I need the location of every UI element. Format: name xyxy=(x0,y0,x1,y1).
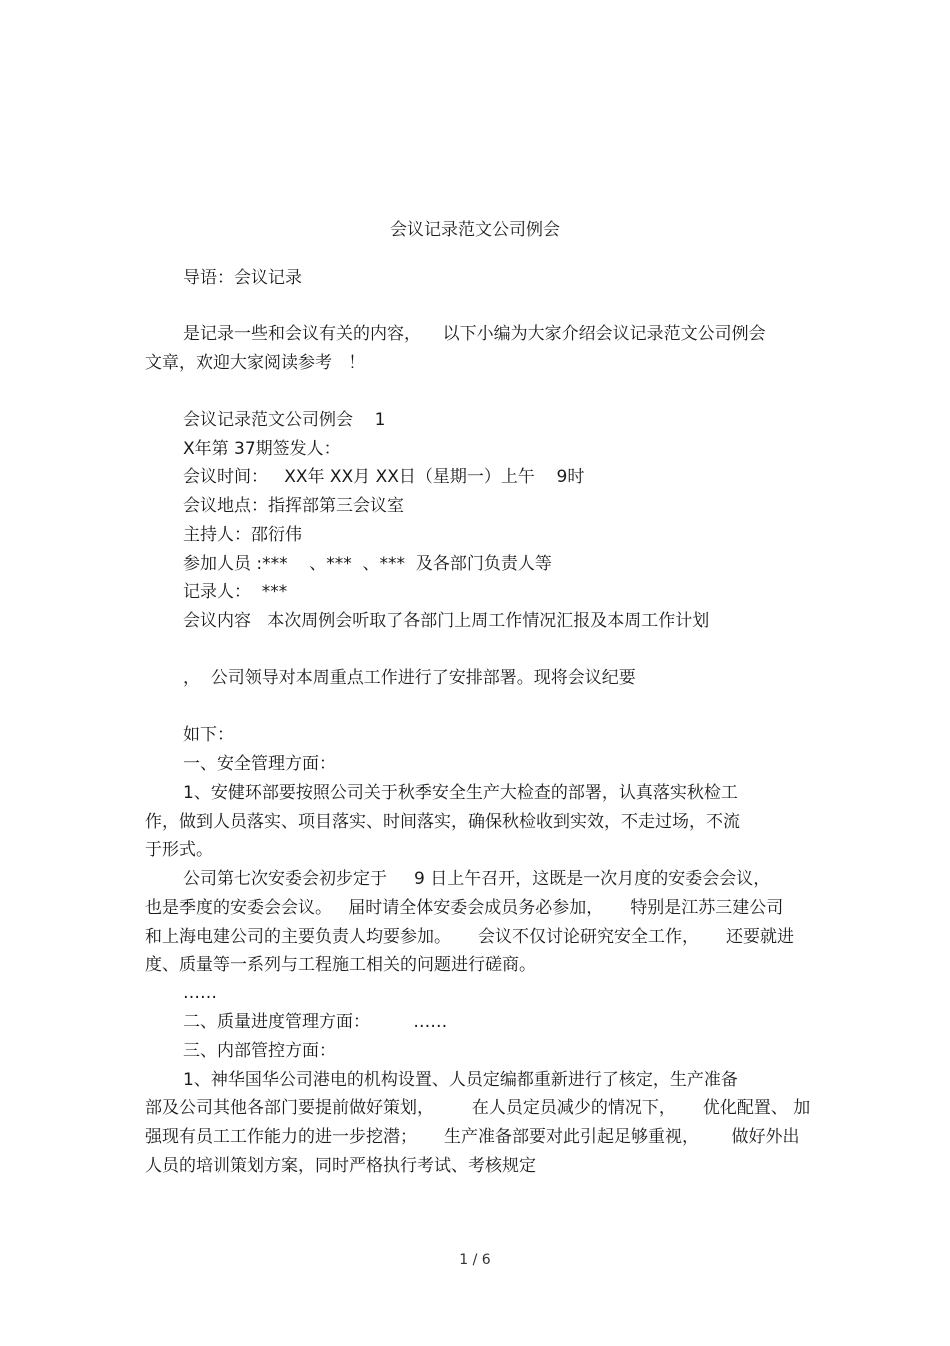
issue-line: X年第 37期签发人： xyxy=(183,439,341,459)
content-line-3: 如下： xyxy=(183,725,234,745)
intro-label: 导语：会议记录 xyxy=(183,268,302,288)
page-number: 1 / 6 xyxy=(459,1252,491,1268)
meeting-host: 主持人：邵衍伟 xyxy=(183,525,302,545)
content-line-2: ， 公司领导对本周重点工作进行了安排部署。现将会议纪要 xyxy=(183,668,636,688)
safety-paragraph-2-line-1: 公司第七次安委会初步定于 9 日上午召开，这既是一次月度的安委会会议， xyxy=(183,869,771,889)
internal-paragraph-line-1: 1、神华国华公司港电的机构设置、人员定编都重新进行了核定，生产准备 xyxy=(183,1070,738,1090)
safety-paragraph-2-line-4: 度、质量等一系列与工程施工相关的问题进行磋商。 xyxy=(145,955,536,975)
ellipsis: …… xyxy=(183,983,217,1003)
meeting-attendees: 参加人员 :*** 、*** 、*** 及各部门负责人等 xyxy=(183,554,552,574)
heading-safety: 一、安全管理方面： xyxy=(183,754,336,774)
internal-paragraph-line-3: 强现有员工工作能力的进一步挖潜； 生产准备部要对此引起足够重视， 做好外出 xyxy=(145,1127,800,1147)
safety-paragraph-2-line-2: 也是季度的安委会会议。 届时请全体安委会成员务必参加， 特别是江苏三建公司 xyxy=(145,898,784,918)
section-title: 会议记录范文公司例会 1 xyxy=(183,410,386,430)
content-line-1: 会议内容 本次周例会听取了各部门上周工作情况汇报及本周工作计划 xyxy=(183,611,710,631)
intro-line-2: 文章，欢迎大家阅读参考 ！ xyxy=(145,353,366,373)
heading-quality: 二、质量进度管理方面： …… xyxy=(183,1012,448,1032)
meeting-recorder: 记录人： *** xyxy=(183,582,288,602)
meeting-place: 会议地点：指挥部第三会议室 xyxy=(183,496,404,516)
heading-internal: 三、内部管控方面： xyxy=(183,1041,336,1061)
document-title: 会议记录范文公司例会 xyxy=(390,220,560,240)
intro-line-1: 是记录一些和会议有关的内容， 以下小编为大家介绍会议记录范文公司例会 xyxy=(183,324,766,344)
safety-paragraph-2-line-3: 和上海电建公司的主要负责人均要参加。 会议不仅讨论研究安全工作， 还要就进 xyxy=(145,927,795,947)
internal-paragraph-line-2: 部及公司其他各部门要提前做好策划， 在人员定员减少的情况下， 优化配置、 加 xyxy=(145,1098,811,1118)
safety-paragraph-1-line-1: 1、安健环部要按照公司关于秋季安全生产大检查的部署，认真落实秋检工 xyxy=(183,783,738,803)
meeting-time: 会议时间： XX年 XX月 XX日（星期一）上午 9时 xyxy=(183,467,585,487)
internal-paragraph-line-4: 人员的培训策划方案，同时严格执行考试、考核规定 xyxy=(145,1156,536,1176)
safety-paragraph-1-line-3: 于形式。 xyxy=(145,840,213,860)
safety-paragraph-1-line-2: 作，做到人员落实、项目落实、时间落实，确保秋检收到实效，不走过场，不流 xyxy=(145,812,740,832)
